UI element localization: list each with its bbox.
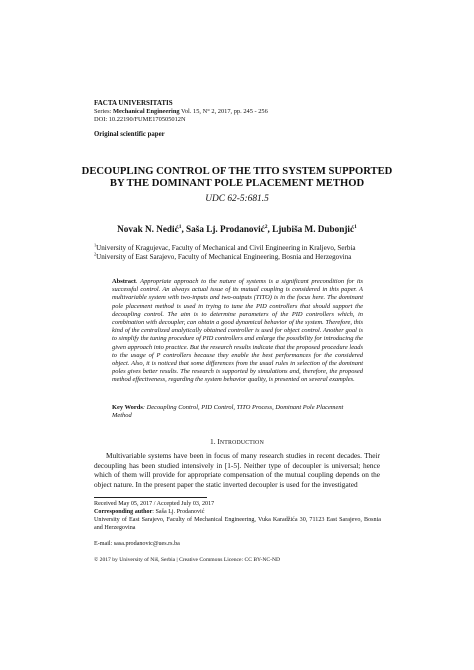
udc-code: UDC 62-5:681.5 xyxy=(205,194,269,204)
author-address: University of East Sarajevo, Faculty of Mechanical Engineering, Vuka Karadžića 30, 71123 East Sarajevo, Bosnia and Herzegovina xyxy=(94,517,381,531)
keywords xyxy=(112,404,363,420)
section-title-rest: NTRODUCTION xyxy=(219,440,264,446)
author-2-affil: 2 xyxy=(264,223,268,230)
author-3-affil: 1 xyxy=(354,223,357,230)
author-separator: , xyxy=(181,224,187,234)
received-dates: Received May 05, 2017 / Accepted July 03, 2017 xyxy=(94,501,215,507)
section-number: 1. xyxy=(210,437,218,446)
keywords-text: : Decoupling Control, PID Control, TITO Process, Dominant Pole Placement Method xyxy=(112,404,344,420)
journal-name: FACTA UNIVERSITATIS xyxy=(94,99,173,107)
corresponding-author xyxy=(94,509,384,517)
affiliation-1-mark: 1 xyxy=(94,242,97,248)
series-prefix: Series: xyxy=(94,108,113,115)
doi: DOI: 10.22190/FUME170505012N xyxy=(94,116,186,123)
journal-series xyxy=(94,108,268,116)
affiliation-2 xyxy=(94,253,394,262)
abstract-text: . Appropriate approach to the nature of systems is a significant precondition for its successful control. An always actual issue of its mutual coupling is considered in this paper. A multivariable system with two-inputs and two-outputs (TITO) is in the focus here. The dominant pole placement method is used in trying to tune the PID controllers that should support the decoupling control. The aim is to determine parameters of the PID controllers which, in combination with decoupler, can obtain a good dynamical behavior of the system. Therefore, this kind of the centralized analytically obtained controller is used for object control. Another goal is to simplify the tuning procedure of PID controllers and enlarge the possibility for introducing the given approach into practice. But the research results indicate that the proposed procedure leads to the usage of P controllers because they enable the best performances for the considered object. Also, it is noticed that some differences from the usual rules in selection of the dominant poles gives better results. The research is supported by simulations and, therefore, the proposed method effectiveness, regarding the system behavior quality, is presented on several examples. xyxy=(112,278,363,384)
series-volume: Vol. 15, N° 2, 2017, pp. 245 - 256 xyxy=(179,108,268,115)
author-list xyxy=(60,223,414,235)
section-initial: I xyxy=(217,437,220,446)
section-heading xyxy=(60,437,414,448)
affiliation-2-mark: 2 xyxy=(94,251,97,257)
corresponding-author-label: Corresponding author xyxy=(94,509,153,515)
corresponding-author-name: : Saša Lj. Prodanović xyxy=(152,509,205,515)
abstract xyxy=(112,278,363,385)
author-email: E-mail: sasa.prodanovic@ues.rs.ba xyxy=(94,541,180,547)
author-3: Ljubiša M. Dubonjić xyxy=(272,224,355,234)
footnote-divider xyxy=(94,497,207,498)
author-separator: , xyxy=(267,224,273,234)
keywords-label: Key Words xyxy=(112,404,143,411)
author-1-affil: 1 xyxy=(178,223,182,230)
affiliation-2-text: University of East Sarajevo, Faculty of Mechanical Engineering, Bosnia and Herzegovina xyxy=(96,253,352,261)
series-name: Mechanical Engineering xyxy=(113,108,180,115)
abstract-label: Abstract xyxy=(112,278,136,285)
license-line: © 2017 by University of Niš, Serbia | Creative Commons Licence: CC BY-NC-ND xyxy=(94,557,281,563)
paper-title-line-1: DECOUPLING CONTROL OF THE TITO SYSTEM SUPPORTED xyxy=(81,166,393,177)
paper-title-line-2: BY THE DOMINANT POLE PLACEMENT METHOD xyxy=(109,178,365,189)
intro-paragraph: Multivariable systems have been in focus of many research studies in recent decades. Their decoupling has been studied intensively in [1-5]. Neither type of decoupler is universal; hence which of them will provide for appropriate compensation of the mutual coupling depends on the object nature. In the present paper the static inverted decoupler is used for the investigated xyxy=(94,451,380,489)
affiliation-1 xyxy=(94,244,394,253)
paper-type: Original scientific paper xyxy=(94,131,165,138)
author-1: Novak N. Nedić xyxy=(117,224,179,234)
author-2: Saša Lj. Prodanović xyxy=(186,224,265,234)
affiliation-1-text: University of Kragujevac, Faculty of Mechanical and Civil Engineering in Kraljevo, Serbia xyxy=(96,244,356,252)
